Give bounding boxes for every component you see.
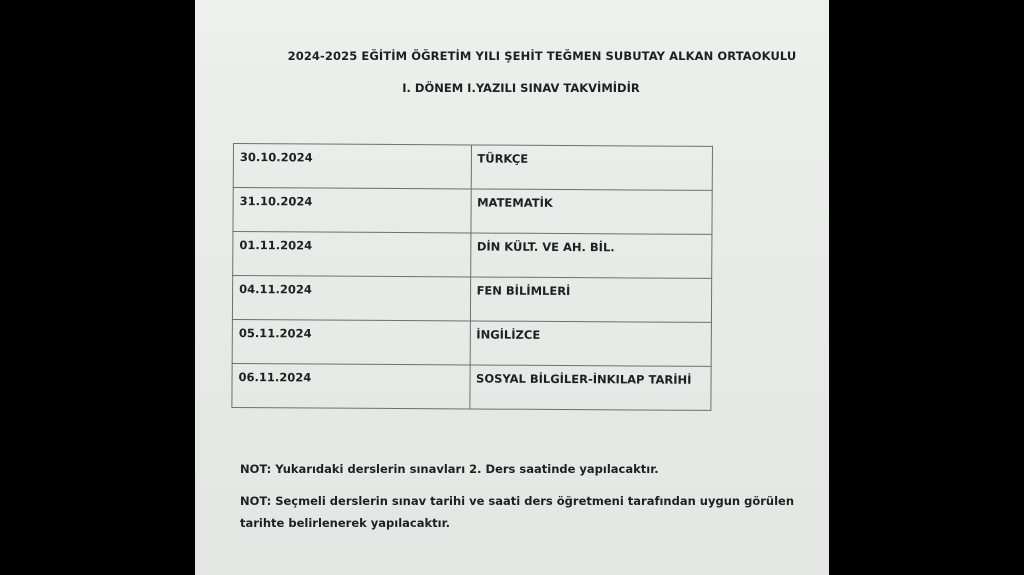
table-row	[233, 188, 712, 235]
exam-schedule-table	[231, 143, 713, 411]
table-row	[232, 276, 711, 323]
exam-subject-cell: DİN KÜLT. VE AH. BİL.	[470, 233, 712, 278]
note-exam-period: NOT: Yukarıdaki derslerin sınavları 2. Ders saatinde yapılacaktır.	[240, 462, 659, 476]
exam-subject-cell: İNGİLİZCE	[470, 321, 712, 366]
table-row	[233, 232, 712, 279]
exam-date-cell: 01.11.2024	[233, 232, 471, 277]
exam-date-cell: 30.10.2024	[233, 144, 471, 189]
exam-subject-cell: MATEMATİK	[470, 189, 712, 234]
table-row	[232, 363, 711, 410]
note-elective-courses: NOT: Seçmeli derslerin sınav tarihi ve saati ders öğretmeni tarafından uygun görülen tarihte belirlenerek yapılacaktır.	[240, 494, 795, 530]
exam-date-cell: 06.11.2024	[232, 363, 470, 408]
document-title: 2024-2025 EĞİTİM ÖĞRETİM YILI ŞEHİT TEĞMEN SUBUTAY ALKAN ORTAOKULU	[287, 49, 797, 63]
exam-date-cell: 04.11.2024	[232, 276, 470, 321]
exam-date-cell: 31.10.2024	[233, 188, 471, 233]
exam-subject-cell: SOSYAL BİLGİLER-İNKILAP TARİHİ	[469, 365, 711, 410]
document-subtitle: I. DÖNEM I.YAZILI SINAV TAKVİMİDİR	[402, 81, 640, 95]
exam-subject-cell: FEN BİLİMLERİ	[470, 277, 712, 322]
table-row	[232, 319, 711, 366]
exam-subject-cell: TÜRKÇE	[471, 145, 713, 190]
exam-schedule-document	[195, 0, 829, 575]
exam-date-cell: 05.11.2024	[232, 319, 470, 364]
table-row	[233, 144, 712, 191]
